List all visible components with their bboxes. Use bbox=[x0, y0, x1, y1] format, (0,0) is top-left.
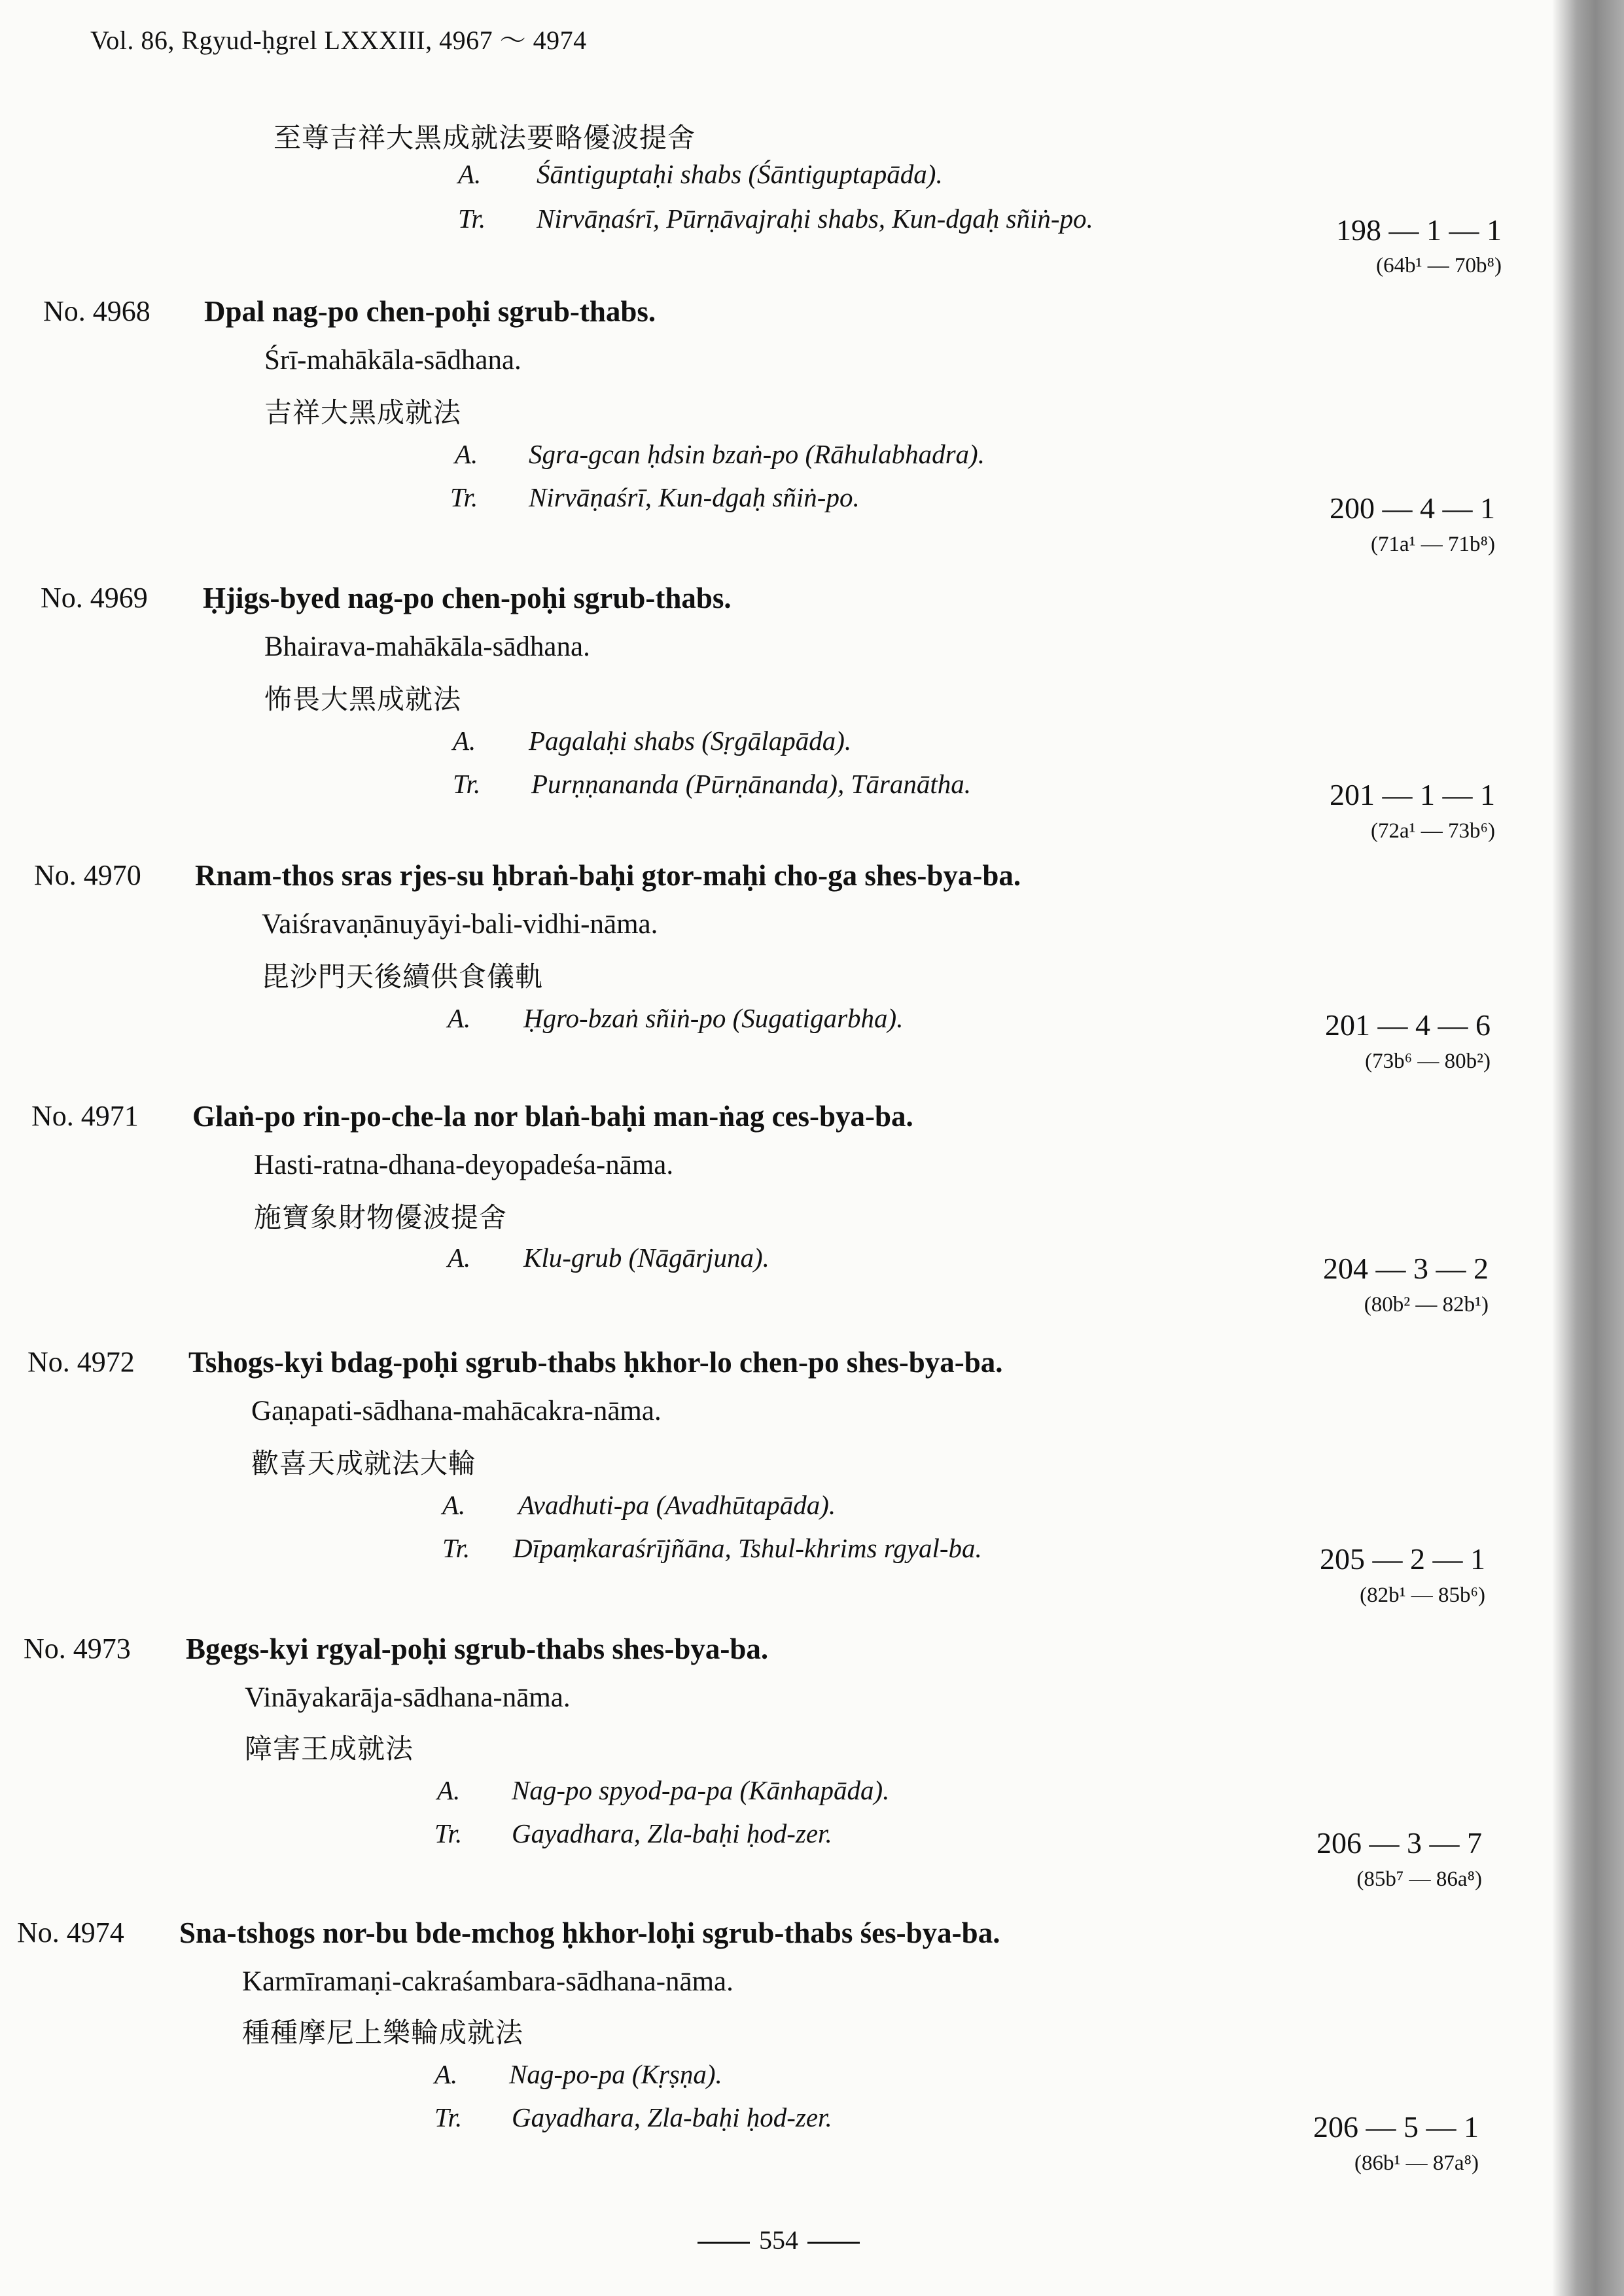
entry-translator: Gayadhara, Zla-baḥi ḥod-zer. bbox=[512, 2102, 832, 2132]
entry-sanskrit-title: Śrī-mahākāla-sādhana. bbox=[264, 345, 521, 376]
entry-author: Ḥgro-bzaṅ sñiṅ-po (Sugatigarbha). bbox=[523, 1003, 904, 1033]
entry-chinese-title: 怖畏大黑成就法 bbox=[264, 683, 462, 715]
entry-translator-role: Tr. bbox=[442, 1533, 470, 1563]
entry-chinese-title: 障害王成就法 bbox=[245, 1733, 414, 1765]
entry-author: Pagalaḥi shabs (Sṛgālapāda). bbox=[529, 726, 852, 756]
entry-tibetan-title: Ḥjigs-byed nag-po chen-poḥi sgrub-thabs. bbox=[203, 582, 732, 614]
prelude-folio: (64b¹ — 70b⁸) bbox=[1376, 254, 1502, 277]
entry-folio: (73b⁶ — 80b²) bbox=[1365, 1050, 1491, 1073]
entry-translator: Nirvāṇaśrī, Kun-dgaḥ sñiṅ-po. bbox=[529, 482, 860, 512]
entry-tibetan-title: Bgegs-kyi rgyal-poḥi sgrub-thabs shes-bya-ba. bbox=[186, 1633, 769, 1665]
entry-ref: 205 — 2 — 1 bbox=[1320, 1542, 1485, 1576]
prelude-chinese-title: 至尊吉祥大黑成就法要略優波提舍 bbox=[274, 122, 696, 154]
entry-number: No. 4968 bbox=[43, 295, 150, 327]
footer-rule-left bbox=[697, 2242, 750, 2244]
entry-sanskrit-title: Vināyakarāja-sādhana-nāma. bbox=[245, 1682, 571, 1713]
entry-sanskrit-title: Vaiśravaṇānuyāyi-bali-vidhi-nāma. bbox=[262, 909, 658, 940]
entry-number: No. 4971 bbox=[31, 1100, 139, 1132]
entry-translator-role: Tr. bbox=[453, 769, 481, 799]
entry-folio: (85b⁷ — 86a⁸) bbox=[1356, 1867, 1482, 1891]
entry-number: No. 4974 bbox=[17, 1916, 124, 1949]
entry-tibetan-title: Glaṅ-po rin-po-che-la nor blaṅ-baḥi man-ṅag ces-bya-ba. bbox=[192, 1100, 913, 1133]
entry-tibetan-title: Dpal nag-po chen-poḥi sgrub-thabs. bbox=[204, 295, 656, 328]
entry-number: No. 4969 bbox=[41, 582, 148, 614]
entry-author-role: A. bbox=[448, 1243, 471, 1273]
entry-sanskrit-title: Karmīramaṇi-cakraśambara-sādhana-nāma. bbox=[242, 1966, 733, 1997]
prelude-translator: Nirvāṇaśrī, Pūrṇāvajraḥi shabs, Kun-dgaḥ sñiṅ-po. bbox=[537, 203, 1093, 234]
page-footer bbox=[0, 2225, 1557, 2255]
entry-ref: 201 — 4 — 6 bbox=[1325, 1008, 1491, 1042]
entry-chinese-title: 歡喜天成就法大輪 bbox=[251, 1447, 477, 1479]
entry-ref: 200 — 4 — 1 bbox=[1330, 491, 1495, 525]
entry-translator: Gayadhara, Zla-baḥi ḥod-zer. bbox=[512, 1818, 832, 1848]
entry-sanskrit-title: Gaṇapati-sādhana-mahācakra-nāma. bbox=[251, 1396, 662, 1426]
entry-chinese-title: 種種摩尼上樂輪成就法 bbox=[242, 2017, 524, 2049]
entry-chinese-title: 吉祥大黑成就法 bbox=[264, 397, 462, 429]
entry-ref: 206 — 3 — 7 bbox=[1316, 1826, 1482, 1860]
entry-folio: (72a¹ — 73b⁶) bbox=[1370, 819, 1495, 843]
entry-translator: Purṇṇananda (Pūrṇānanda), Tāranātha. bbox=[531, 769, 971, 799]
prelude-author-role: A. bbox=[458, 159, 482, 189]
entry-author: Sgra-gcan ḥdsin bzaṅ-po (Rāhulabhadra). bbox=[529, 439, 985, 469]
entry-folio: (80b² — 82b¹) bbox=[1364, 1293, 1489, 1316]
entry-tibetan-title: Tshogs-kyi bdag-poḥi sgrub-thabs ḥkhor-lo chen-po shes-bya-ba. bbox=[188, 1346, 1003, 1379]
entry-number: No. 4972 bbox=[27, 1346, 135, 1378]
scanned-page-edge bbox=[1552, 0, 1624, 2296]
page-number: 554 bbox=[759, 2225, 798, 2255]
entry-author-role: A. bbox=[455, 439, 478, 469]
entry-folio: (82b¹ — 85b⁶) bbox=[1360, 1583, 1485, 1607]
entry-number: No. 4973 bbox=[24, 1633, 131, 1665]
entry-tibetan-title: Rnam-thos sras rjes-su ḥbraṅ-baḥi gtor-maḥi cho-ga shes-bya-ba. bbox=[195, 859, 1021, 892]
entry-chinese-title: 施寶象財物優波提舍 bbox=[254, 1201, 508, 1233]
running-header: Vol. 86, Rgyud-ḥgrel LXXXIII, 4967 ～ 4974 bbox=[90, 26, 587, 55]
entry-author: Nag-po-pa (Kṛṣṇa). bbox=[509, 2059, 722, 2089]
entry-author-role: A. bbox=[448, 1003, 471, 1033]
entry-author-role: A. bbox=[442, 1490, 466, 1520]
footer-rule-right bbox=[807, 2242, 860, 2244]
entry-author: Avadhuti-pa (Avadhūtapāda). bbox=[518, 1490, 836, 1520]
entry-translator-role: Tr. bbox=[450, 482, 478, 512]
entry-author-role: A. bbox=[453, 726, 476, 756]
entry-author: Nag-po spyod-pa-pa (Kānhapāda). bbox=[512, 1775, 890, 1805]
prelude-author: Śāntiguptaḥi shabs (Śāntiguptapāda). bbox=[537, 159, 943, 189]
entry-author-role: A. bbox=[437, 1775, 461, 1805]
entry-ref: 206 — 5 — 1 bbox=[1313, 2110, 1479, 2144]
entry-author: Klu-grub (Nāgārjuna). bbox=[523, 1243, 769, 1273]
prelude-ref: 198 — 1 — 1 bbox=[1336, 213, 1502, 247]
entry-ref: 204 — 3 — 2 bbox=[1323, 1252, 1489, 1285]
entry-translator: Dīpaṃkaraśrījñāna, Tshul-khrims rgyal-ba. bbox=[513, 1533, 982, 1563]
entry-ref: 201 — 1 — 1 bbox=[1330, 778, 1495, 811]
entry-translator-role: Tr. bbox=[434, 2102, 463, 2132]
entry-author-role: A. bbox=[434, 2059, 458, 2089]
entry-folio: (71a¹ — 71b⁸) bbox=[1370, 533, 1495, 556]
entry-chinese-title: 毘沙門天後續供食儀軌 bbox=[262, 961, 544, 993]
entry-sanskrit-title: Hasti-ratna-dhana-deyopadeśa-nāma. bbox=[254, 1150, 674, 1180]
entry-sanskrit-title: Bhairava-mahākāla-sādhana. bbox=[264, 631, 590, 662]
entry-translator-role: Tr. bbox=[434, 1818, 463, 1848]
entry-number: No. 4970 bbox=[34, 859, 141, 891]
entry-folio: (86b¹ — 87a⁸) bbox=[1354, 2151, 1479, 2175]
entry-tibetan-title: Sna-tshogs nor-bu bde-mchog ḥkhor-loḥi sgrub-thabs śes-bya-ba. bbox=[179, 1916, 1000, 1949]
prelude-translator-role: Tr. bbox=[458, 203, 486, 234]
